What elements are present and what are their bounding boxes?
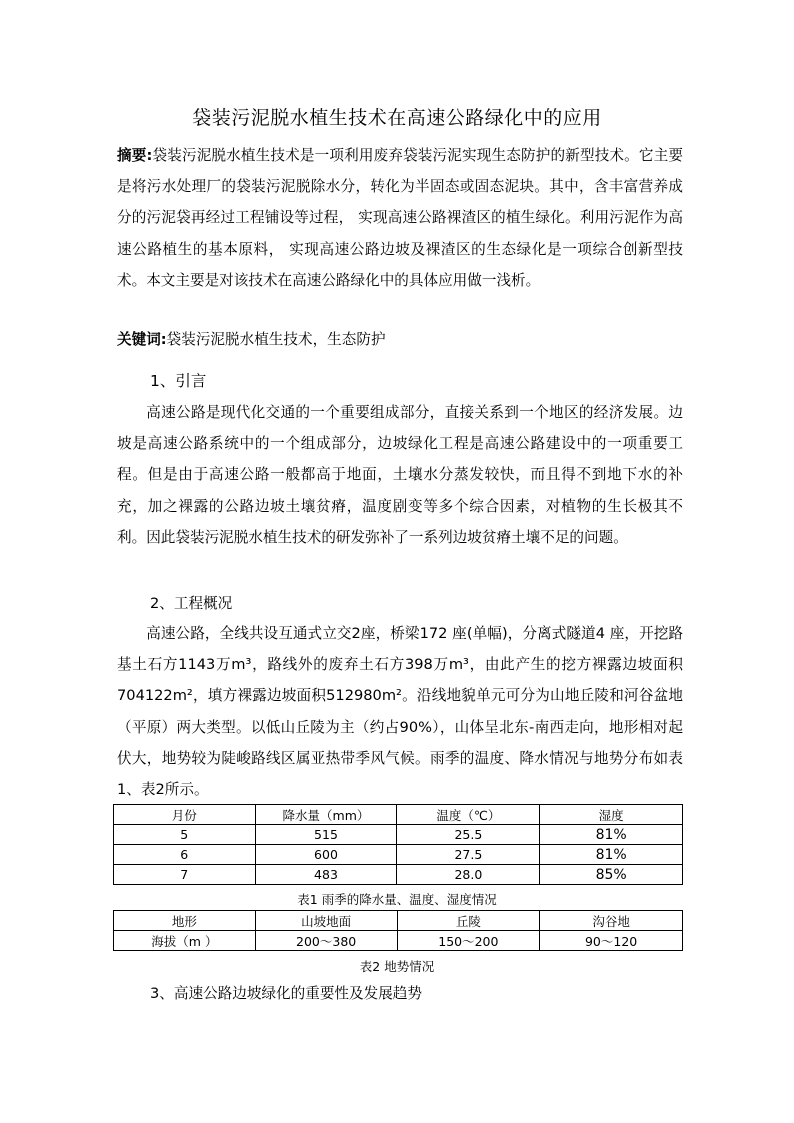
table-row: [114, 931, 683, 951]
table-header-row: [114, 805, 683, 825]
abstract-text: 袋装污泥脱水植生技术是一项利用废弃袋装污泥实现生态防护的新型技术。它主要是将污水处理厂的袋装污泥脱除水分，转化为半固态或固态泥块。其中，含丰富营养成分的污泥袋再经过工程铺设等过程， 实现高速公路裸渣区的植生绿化。利用污泥作为高速公路植生的基本原料， 实现高速公路边坡及裸渣区的生态绿化是一项综合创新型技术。本文主要是对该技术在高速公路绿化中的具体应用做一浅析。: [117, 147, 683, 289]
table-header-cell: 湿度: [540, 805, 683, 825]
keywords-label: 关键词:: [117, 331, 167, 348]
table-1-caption: 表1 雨季的降水量、温度、湿度情况: [297, 892, 497, 907]
table-cell: 81%: [540, 825, 683, 845]
table-cell: 515: [255, 825, 397, 845]
document-title: 袋装污泥脱水植生技术在高速公路绿化中的应用: [192, 107, 602, 129]
table-cell: 483: [255, 865, 397, 885]
table-cell: 28.0: [397, 865, 540, 885]
keywords-text: 袋装污泥脱水植生技术，生态防护: [166, 331, 386, 348]
section-2-heading: 2、工程概况: [150, 595, 233, 612]
section-1-heading: 1、引言: [150, 372, 207, 390]
section-2-paragraph: 高速公路，全线共设互通式立交2座，桥梁172 座(单幅)，分离式隧道4 座，开挖路基土石方1143万m³，路线外的废弃土石方398万m³，由此产生的挖方裸露边坡面积704122m²，填方裸露边坡面积512980m²。沿线地貌单元可分为山地丘陵和河谷盆地（平原）两大类型。以低山丘陵为主（约占90%），山体呈北东-南西走向，地形相对起伏大，地势较为陡峻路线区属亚热带季风气候。雨季的温度、降水情况与地势分布如表1、表2所示。: [117, 625, 683, 799]
table-cell: 5: [114, 825, 256, 845]
table-cell: 27.5: [397, 845, 540, 865]
table-header-cell: 丘陵: [397, 911, 540, 931]
abstract: [117, 140, 683, 296]
table-row: [114, 825, 683, 845]
table-header-row: [114, 911, 683, 931]
table-cell: 85%: [540, 865, 683, 885]
table-cell: 海拔（m ）: [114, 931, 256, 951]
table-header-cell: 月份: [114, 805, 256, 825]
table-header-cell: 温度（℃）: [397, 805, 540, 825]
section-1-paragraph: 高速公路是现代化交通的一个重要组成部分，直接关系到一个地区的经济发展。边坡是高速公路系统中的一个组成部分，边坡绿化工程是高速公路建设中的一项重要工程。但是由于高速公路一般都高于地面，土壤水分蒸发较快，而且得不到地下水的补充，加之裸露的公路边坡土壤贫瘠，温度剧变等多个综合因素，对植物的生长极其不利。因此袋装污泥脱水植生技术的研发弥补了一系列边坡贫瘠土壤不足的问题。: [117, 404, 683, 546]
table-2-caption: 表2 地势情况: [359, 959, 435, 974]
abstract-label: 摘要:: [117, 147, 153, 164]
table-row: [114, 845, 683, 865]
table-cell: 600: [255, 845, 397, 865]
rainy-season-table: [113, 804, 683, 885]
section-3-heading: 3、高速公路边坡绿化的重要性及发展趋势: [150, 985, 422, 1002]
keywords: [117, 326, 683, 354]
table-cell: 81%: [540, 845, 683, 865]
table-cell: 200～380: [255, 931, 397, 951]
table-header-cell: 沟谷地: [540, 911, 683, 931]
table-row: [114, 865, 683, 885]
table-cell: 7: [114, 865, 256, 885]
table-cell: 150～200: [397, 931, 540, 951]
table-header-cell: 山坡地面: [255, 911, 397, 931]
table-header-cell: 地形: [114, 911, 256, 931]
terrain-table: [113, 910, 683, 951]
table-cell: 25.5: [397, 825, 540, 845]
table-header-cell: 降水量（mm）: [255, 805, 397, 825]
table-cell: 90～120: [540, 931, 683, 951]
table-cell: 6: [114, 845, 256, 865]
